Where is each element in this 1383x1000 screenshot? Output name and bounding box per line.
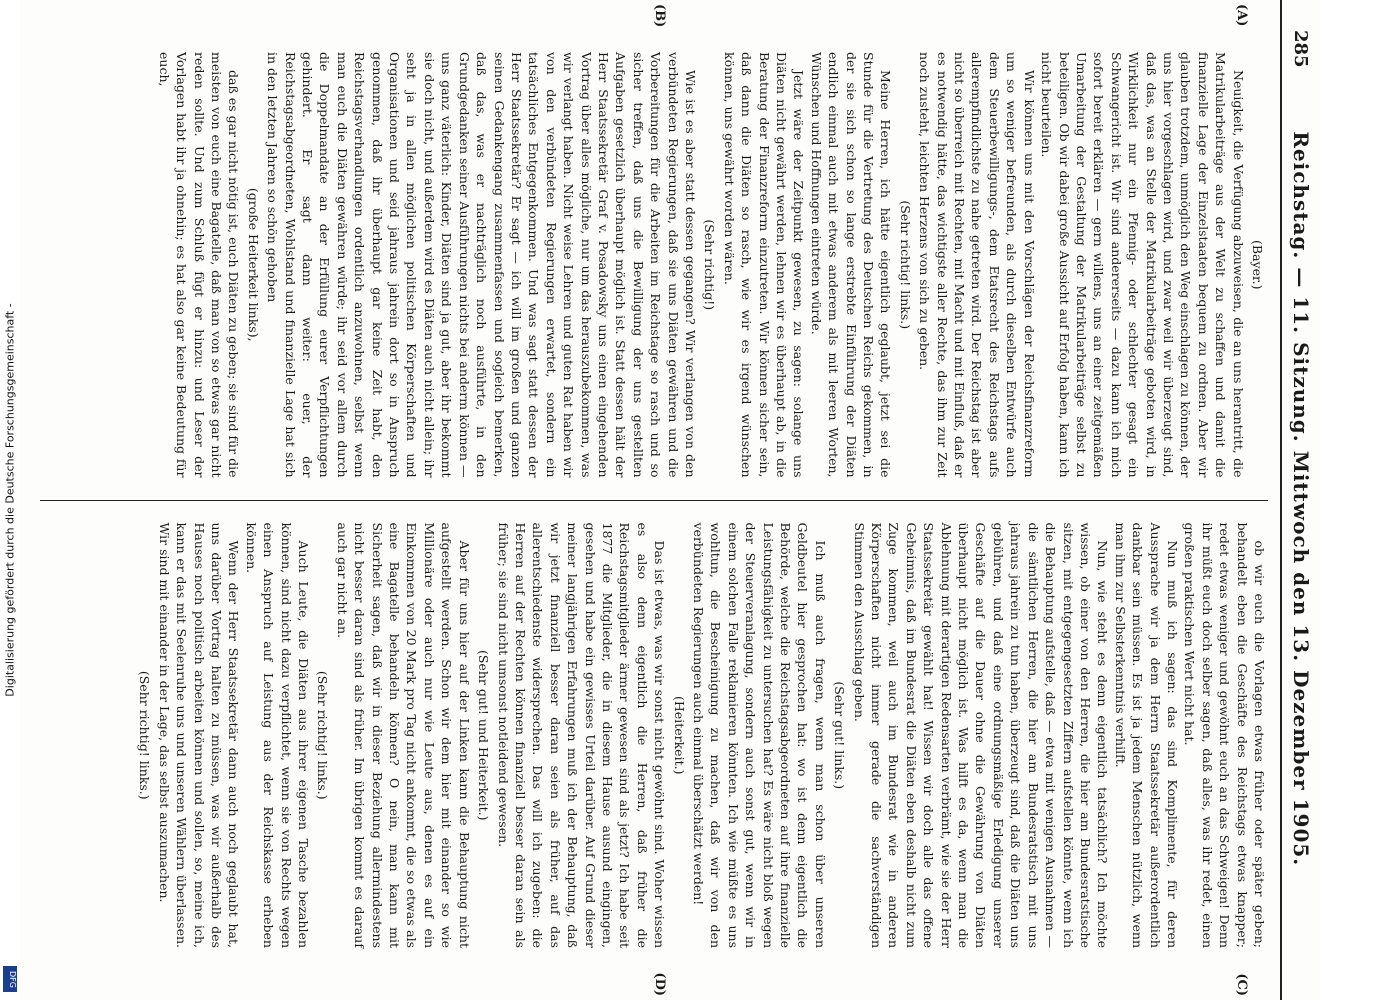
speaker-name: (Bayer.) — [1250, 240, 1265, 290]
paragraph: Nun muß ich sagen: das sind Komplimente, für deren Aussprache wir ja dem Herrn Staatssekretär außerordentlich dankbar sein müssen. Es ist ja jedem Menschen nützlich, wenn man ihm zur Selbsterkenntnis verhilft. — [1112, 522, 1180, 948]
dfg-logo: DFG — [3, 966, 17, 992]
paragraph: Nun, wie steht es denn eigentlich tatsächlich? Ich möchte wissen, ob einer von den Herren, die hier am Bundesratstische sitzen, mit entgegengesetzten Ziffern aufstellen könnte, wenn ich die Behauptung aufstelle, daß — etwa mit wenigen Ausnahmen — die sämtlichen Herren, die hier am Bundesratstisch mit uns jahraus jahrein zu tun haben, überzeugt sind, daß die Diäten uns gebühren, und daß eine ordnungsmäßige Erledigung unserer Geschäfte auf die Dauer ohne die Gewährung von Diäten überhaupt nicht möglich ist. Was hilft es da, wenn man die Ablehnung mit derartigen Redensarten verbrämt, wie sie der Herr Staatssekretär gewählt hat! Wissen wir doch alle das offene Geheimnis, daß im Bundesrat die Diäten eben deshalb nicht zum Zuge kommen, weil auch im Bundesrat wie in anderen Körperschaften nicht immer gerade die sachverständigen Stimmen den Ausschlag geben. — [851, 522, 1111, 948]
paragraph: Ich muß auch fragen, wenn man schon über unseren Geldbeutel hier gesprochen hat: wo ist denn eigentlich die Behörde, welche die Reichstagsabgeordneten auf ihre finanzielle Leistungsfähigkeit zu untersuchen hat? Es wäre nicht bloß wegen der Steuerveranlagung, sondern auch sonst gut, wenn wir in einem solchen Falle reklamieren könnten. Ich wie müßte es uns wohltun, die Bescheinigung zu machen, daß wir von den verbündeten Regierungen auch einmal überschätzt werden! — [691, 522, 828, 948]
paragraph: daß es gar nicht nötig ist, euch Diäten zu geben; sie sind für die meisten von euch eine Bagatelle, daß man von so etwas gar nicht reden sollte. Und zum Schluß fügt er hinzu: und Leser der Vorlagen habt ihr ja ohnehin; es hat also gar keine Bedeutung für euch, — [156, 52, 242, 478]
margin-marker-a: (A) — [1234, 4, 1249, 27]
paragraph: Aber für uns hier auf der Linken kann die Behauptung nicht aufgestellt werden. Schon wir dem hier mit einander so wie Millionäre oder auch nur wie Leute aus, denen es auf ein Einkommen von 20 Mark pro Tag nicht ankommt, die so etwas als eine Bagatelle behandeln können? O nein, man kann mit Sicherheit sagen, daß wir in dieser Beziehung allermindestens nicht besser daran sind als früher. Im übrigen kommt es darauf auch gar nicht an. — [334, 522, 472, 948]
paragraph: Jetzt wäre der Zeitpunkt gewesen, zu sagen: solange uns Diäten nicht gewährt werden, lehnen wir es überhaupt ab, in die Beratung der Finanzreform einzutreten. Wir können sicher sein, daß dann die Diäten so rasch, wie wir es irgend wünschen können, uns gewährt worden wären. — [721, 52, 807, 478]
margin-marker-d: (D) — [652, 972, 667, 996]
left-column — [40, 4, 1268, 500]
margin-marker-c: (C) — [1234, 973, 1249, 996]
margin-marker-b: (B) — [652, 4, 667, 28]
interjection: (Sehr richtig! links.) — [137, 670, 153, 800]
credit-text: Digitalisierung gefördert durch die Deutsche Forschungsgemeinschaft - — [3, 303, 17, 697]
paragraph: ob wir euch die Vorlagen etwas früher oder später geben; behandelt eben die Geschäfte des Reichstags etwas knapper; redet etwas weniger und gewöhnt euch an das Schweigen! Denn ihr müßt euch doch selber sagen, daß alles, was ihr redet, einen großen praktischen Wert nicht hat. — [1182, 522, 1267, 948]
interjection: (Sehr gut! und Heiterkeit.) — [476, 649, 492, 821]
digitization-credit — [0, 0, 20, 1000]
interjection: (Sehr richtig!) — [702, 219, 718, 311]
paragraph: Wenn der Herr Staatssekretär dann auch noch geglaubt hat, uns darüber Vortrag halten zu müssen, was wir außerhalb des Hauses noch politisch arbeiten können und sollen, so, meine ich, kann er das mit Seelenruhe uns und unseren Wählern überlassen. Wir sind mit einander in der Lage, das selbst auszumachen. — [156, 522, 242, 948]
paragraph: Neuigkeit, die Verfügung abzuweisen, die an uns herantritt, die Matrikularbeiträge aus der Welt zu schaffen und damit die finanzielle Lage der Einzelstaaten bequem zu ordnen. Aber wir glauben trotzdem, unmöglich den Weg einschlagen zu können, der uns hier vorgeschlagen wird, und zwar weil wir überzeugt sind, daß das, was an Stelle der Matrikularbeiträge geboten wird, in Wirklichkeit nur ein Pfennig- oder schlechter gesagt ein Schwangericht ist. Wir sind andererseits — dazu kann ich mich sofort bereit erklären — gern willens, uns an einer zeitgemäßen Umarbeitung der Gestaltung der Matrikularbeiträge selbst zu beteiligen. Ob wir dabei große Aussicht auf Erfolg haben, kann ich nicht beurteilen. — [1039, 52, 1246, 478]
interjection: (Sehr richtig! links.) — [897, 200, 913, 330]
interjection: (Sehr richtig! links.) — [315, 670, 331, 800]
right-column — [40, 500, 1268, 996]
paragraph: Wir können uns mit den Vorschlägen der Reichsfinanzreform um so weniger befreunden, als durch dieselben Entwürfe auch dem Steuerbewilligungs-, dem Etatsrecht des Reichstags aufs allerempfindlichste zu nahe getreten wird. Der Reichstag ist aber nicht so überreich mit Rechten, mit Macht und mit Einfluß, daß er es notwendig hätte, das wichtigste aller Rechte, das ihm zur Zeit noch zusteht, leichten Herzens von sich zu geben. — [917, 52, 1037, 478]
paragraph: Das ist etwas, was wir sonst nicht gewöhnt sind. Woher wissen es also denn eigentlich die Herren, daß früher die Reichstagsmitglieder ärmer gewesen sind als jetzt? Ich habe seit 1877 die Mitglieder, die in diesem Hause ausund eingingen, gesehen und habe ein gewisses Urteil darüber. Auf Grund dieser meiner langjährigen Erfahrungen muß ich der Behauptung, daß wir jetzt finanziell besser daran seien als früher, auf das allerentschiedenste widersprechen. Das will ich zugeben: die Herren auf der Rechten können finanziell besser daran sein als früher; sie sind nicht umsonst notleidend gewesen. — [495, 522, 668, 948]
interjection: (große Heiterkeit links), — [245, 187, 261, 342]
page-title: Reichstag. — 11. Sitzung. Mittwoch den 13. Dezember 1905. — [1289, 131, 1313, 867]
page-header — [1280, 0, 1320, 1000]
page-number: 285 — [1290, 30, 1312, 68]
paragraph: Meine Herren, ich hätte eigentlich geglaubt, jetzt sei die Stunde für die Vertretung des Deutschen Reichs gekommen, in der sie sich schon so lange erstrebte Einführung der Diäten endlich einmal auch mit etwas anderem als mit leeren Worten, Wünschen und Hoffnungen eintreten würde. — [808, 52, 894, 478]
interjection: (Sehr gut! links.) — [832, 681, 848, 790]
text-columns — [40, 4, 1268, 996]
interjection: (Heiterkeit.) — [671, 696, 687, 775]
rotated-page — [20, 0, 1320, 1000]
paragraph: Auch Leute, die Diäten aus ihrer eigenen Tasche bezahlen können, sind nicht dazu verpflichtet, wenn sie von Rechts wegen einen Anspruch auf Leistung aus der Reichskasse erheben können. — [243, 522, 312, 948]
paragraph: Wie ist es aber statt dessen gegangen? Wir verlangen von den verbündeten Regierungen, daß sie uns Diäten gewähren und die Vorbereitungen für die Arbeiten im Reichstage so rasch und so sicher treffen, daß uns die Bewilligung der uns gestellten Aufgaben gesetzlich überhaupt möglich ist. Statt dessen hält der Herr Staatssekretär Graf v. Posadowsky uns einen eingehenden Vortrag über alles mögliche, nur um das herauszubekommen, was wir verlangt haben. Nicht weise Lehren und guten Rat haben wir von den verbündeten Regierungen erwartet, sondern ein tatsächliches Entgegenkommen. Und was sagt statt dessen der Herr Staatssekretär? Er sagt — ich will im großen und ganzen seinen Gedankengang zusammenfassen und sogleich bemerken, daß das, was er nachträglich noch ausführte, in den Grundgedanken seiner Ausführungen nichts bei anderm können — uns ganz väterlich: Kinder, Diäten sind ja gut, aber ihr bekommt sie doch nicht, und außerdem wird es Diäten auch nicht allein; ihr seht ja in allen möglichen politischen Körperschaften und Organisationen und seid jahraus jahrein dort so in Anspruch genommen, daß ihr überhaupt gar keine Zeit habt, den Reichstagsverhandlungen ordentlich anzuwohnen, selbst wenn man euch die Diäten gewähren würde; ihr seid vor allem durch die Doppelmandate an der Erfüllung eurer Verpflichtungen gehindert. Er sagt dann weiter: euer, der Reichstagsabgeordneten, Wohlstand und finanzielle Lage hat sich in den letzten Jahren so schön gehoben — [265, 52, 698, 478]
